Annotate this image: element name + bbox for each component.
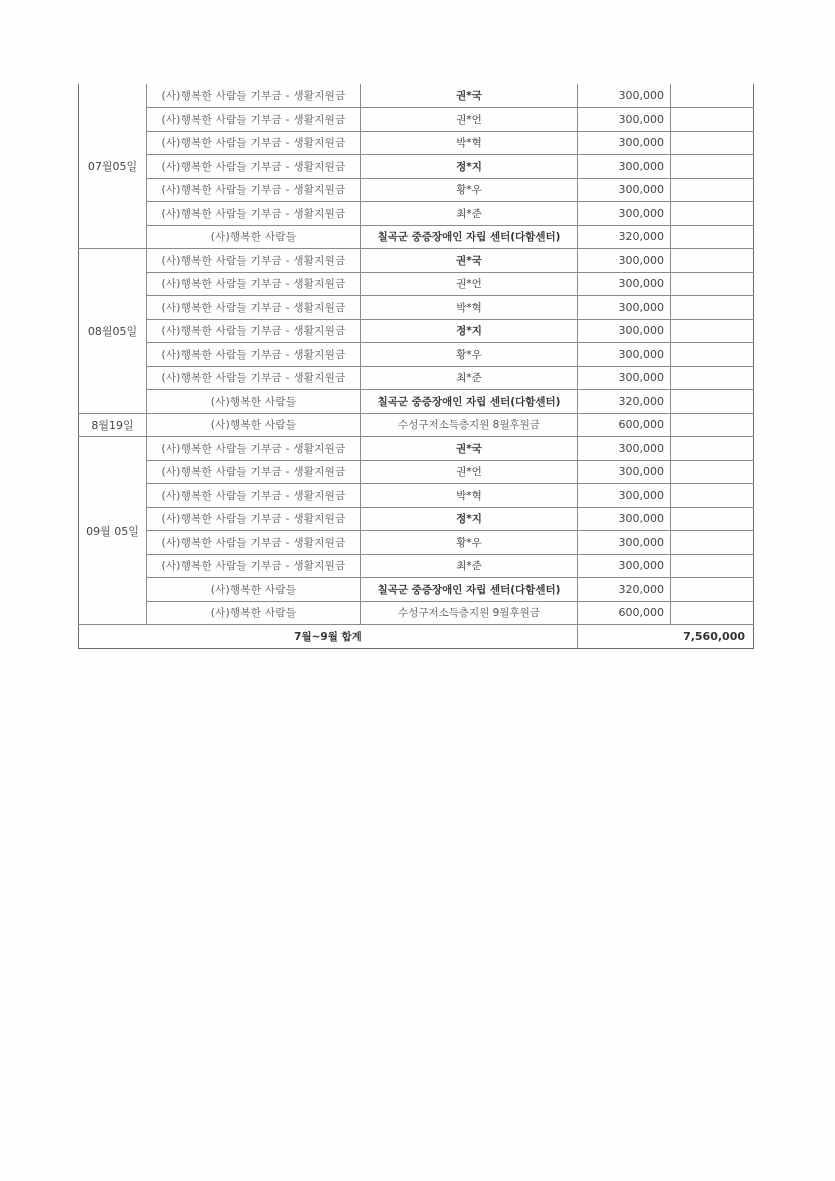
recipient-cell: 최*준 <box>361 554 578 578</box>
table-row <box>79 84 754 108</box>
description-cell: (사)행복한 사람들 <box>147 578 361 602</box>
description-cell: (사)행복한 사람들 <box>147 225 361 249</box>
description-cell: (사)행복한 사람들 기부금 - 생활지원금 <box>147 202 361 226</box>
table-row <box>79 178 754 202</box>
note-cell <box>671 178 754 202</box>
note-cell <box>671 484 754 508</box>
recipient-cell: 박*혁 <box>361 131 578 155</box>
recipient-cell: 황*우 <box>361 178 578 202</box>
description-cell: (사)행복한 사람들 기부금 - 생활지원금 <box>147 554 361 578</box>
recipient-cell: 칠곡군 중증장애인 자립 센터(다함센터) <box>361 390 578 414</box>
table-row <box>79 343 754 367</box>
description-cell: (사)행복한 사람들 <box>147 601 361 625</box>
table-row <box>79 155 754 179</box>
amount-cell: 300,000 <box>578 108 671 132</box>
table-row <box>79 108 754 132</box>
amount-cell: 300,000 <box>578 178 671 202</box>
recipient-cell: 정*지 <box>361 507 578 531</box>
amount-cell: 300,000 <box>578 319 671 343</box>
date-cell: 8월19일 <box>79 413 147 437</box>
donation-ledger-table <box>78 84 754 649</box>
note-cell <box>671 343 754 367</box>
recipient-cell: 최*준 <box>361 366 578 390</box>
description-cell: (사)행복한 사람들 기부금 - 생활지원금 <box>147 319 361 343</box>
amount-cell: 300,000 <box>578 84 671 108</box>
note-cell <box>671 131 754 155</box>
note-cell <box>671 272 754 296</box>
amount-cell: 300,000 <box>578 202 671 226</box>
note-cell <box>671 319 754 343</box>
amount-cell: 300,000 <box>578 484 671 508</box>
total-amount: 7,560,000 <box>578 625 754 649</box>
table-row <box>79 413 754 437</box>
recipient-cell: 권*언 <box>361 460 578 484</box>
description-cell: (사)행복한 사람들 기부금 - 생활지원금 <box>147 84 361 108</box>
recipient-cell: 권*국 <box>361 249 578 273</box>
table-row <box>79 484 754 508</box>
description-cell: (사)행복한 사람들 기부금 - 생활지원금 <box>147 366 361 390</box>
amount-cell: 300,000 <box>578 437 671 461</box>
table-row <box>79 507 754 531</box>
description-cell: (사)행복한 사람들 기부금 - 생활지원금 <box>147 131 361 155</box>
table-row <box>79 319 754 343</box>
table-row <box>79 460 754 484</box>
note-cell <box>671 413 754 437</box>
table-row <box>79 202 754 226</box>
recipient-cell: 수성구저소득층지원 8월후원금 <box>361 413 578 437</box>
amount-cell: 600,000 <box>578 413 671 437</box>
note-cell <box>671 225 754 249</box>
recipient-cell: 황*우 <box>361 531 578 555</box>
recipient-cell: 박*혁 <box>361 484 578 508</box>
amount-cell: 300,000 <box>578 249 671 273</box>
recipient-cell: 권*국 <box>361 437 578 461</box>
description-cell: (사)행복한 사람들 기부금 - 생활지원금 <box>147 249 361 273</box>
recipient-cell: 칠곡군 중증장애인 자립 센터(다함센터) <box>361 225 578 249</box>
amount-cell: 300,000 <box>578 343 671 367</box>
amount-cell: 300,000 <box>578 554 671 578</box>
description-cell: (사)행복한 사람들 기부금 - 생활지원금 <box>147 484 361 508</box>
recipient-cell: 정*지 <box>361 155 578 179</box>
amount-cell: 600,000 <box>578 601 671 625</box>
table-row <box>79 390 754 414</box>
amount-cell: 300,000 <box>578 131 671 155</box>
table-row <box>79 554 754 578</box>
description-cell: (사)행복한 사람들 기부금 - 생활지원금 <box>147 108 361 132</box>
description-cell: (사)행복한 사람들 기부금 - 생활지원금 <box>147 178 361 202</box>
amount-cell: 300,000 <box>578 155 671 179</box>
total-row <box>79 625 754 649</box>
recipient-cell: 칠곡군 중증장애인 자립 센터(다함센터) <box>361 578 578 602</box>
note-cell <box>671 202 754 226</box>
amount-cell: 320,000 <box>578 578 671 602</box>
amount-cell: 300,000 <box>578 531 671 555</box>
table-row <box>79 531 754 555</box>
recipient-cell: 황*우 <box>361 343 578 367</box>
description-cell: (사)행복한 사람들 기부금 - 생활지원금 <box>147 437 361 461</box>
recipient-cell: 정*지 <box>361 319 578 343</box>
note-cell <box>671 84 754 108</box>
recipient-cell: 박*혁 <box>361 296 578 320</box>
description-cell: (사)행복한 사람들 기부금 - 생활지원금 <box>147 155 361 179</box>
amount-cell: 300,000 <box>578 460 671 484</box>
recipient-cell: 권*언 <box>361 108 578 132</box>
note-cell <box>671 390 754 414</box>
table-row <box>79 296 754 320</box>
note-cell <box>671 249 754 273</box>
note-cell <box>671 554 754 578</box>
note-cell <box>671 155 754 179</box>
table-row <box>79 601 754 625</box>
table-row <box>79 131 754 155</box>
description-cell: (사)행복한 사람들 기부금 - 생활지원금 <box>147 507 361 531</box>
amount-cell: 300,000 <box>578 507 671 531</box>
table-row <box>79 366 754 390</box>
amount-cell: 320,000 <box>578 390 671 414</box>
table-row <box>79 249 754 273</box>
amount-cell: 300,000 <box>578 366 671 390</box>
date-cell: 07월05일 <box>79 84 147 249</box>
total-label: 7월~9월 합계 <box>79 625 578 649</box>
table-row <box>79 437 754 461</box>
description-cell: (사)행복한 사람들 <box>147 413 361 437</box>
description-cell: (사)행복한 사람들 기부금 - 생활지원금 <box>147 531 361 555</box>
amount-cell: 300,000 <box>578 296 671 320</box>
note-cell <box>671 460 754 484</box>
date-cell: 09월 05일 <box>79 437 147 625</box>
description-cell: (사)행복한 사람들 <box>147 390 361 414</box>
description-cell: (사)행복한 사람들 기부금 - 생활지원금 <box>147 296 361 320</box>
note-cell <box>671 296 754 320</box>
description-cell: (사)행복한 사람들 기부금 - 생활지원금 <box>147 272 361 296</box>
note-cell <box>671 507 754 531</box>
table-row <box>79 272 754 296</box>
recipient-cell: 권*국 <box>361 84 578 108</box>
amount-cell: 320,000 <box>578 225 671 249</box>
note-cell <box>671 366 754 390</box>
amount-cell: 300,000 <box>578 272 671 296</box>
note-cell <box>671 531 754 555</box>
note-cell <box>671 578 754 602</box>
date-cell: 08월05일 <box>79 249 147 414</box>
recipient-cell: 권*언 <box>361 272 578 296</box>
table-row <box>79 578 754 602</box>
recipient-cell: 수성구저소득층지원 9월후원금 <box>361 601 578 625</box>
note-cell <box>671 601 754 625</box>
description-cell: (사)행복한 사람들 기부금 - 생활지원금 <box>147 460 361 484</box>
note-cell <box>671 108 754 132</box>
note-cell <box>671 437 754 461</box>
table-row <box>79 225 754 249</box>
recipient-cell: 최*준 <box>361 202 578 226</box>
description-cell: (사)행복한 사람들 기부금 - 생활지원금 <box>147 343 361 367</box>
